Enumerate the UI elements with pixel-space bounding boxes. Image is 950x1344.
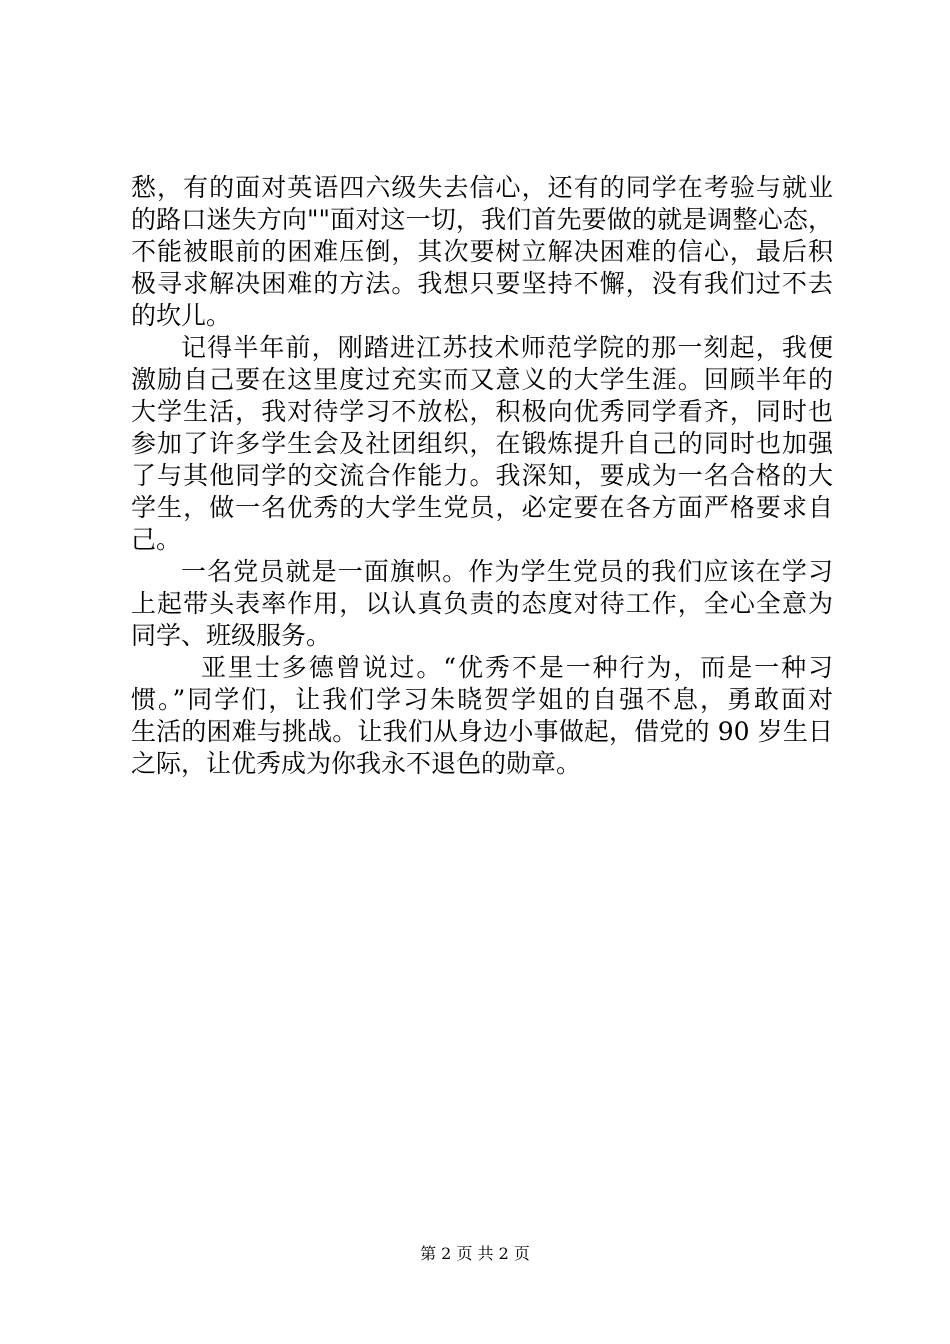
text-line: 的路口迷失方向""面对这一切，我们首先要做的就是调整心态，	[131, 205, 833, 234]
document-body	[131, 172, 833, 780]
text-line: 一名党员就是一面旗帜。作为学生党员的我们应该在学习	[181, 557, 833, 586]
text-line: 不能被眼前的困难压倒，其次要树立解决困难的信心，最后积	[131, 237, 833, 266]
text-line: 己。	[131, 525, 182, 554]
paragraph-3	[131, 556, 833, 652]
text-line: 了与其他同学的交流合作能力。我深知，要成为一名合格的大	[131, 461, 833, 490]
text-line: 学生，做一名优秀的大学生党员，必定要在各方面严格要求自	[131, 493, 833, 522]
paragraph-2	[131, 332, 833, 556]
text-line: 愁，有的面对英语四六级失去信心，还有的同学在考验与就业	[131, 173, 833, 202]
text-line: 惯。”同学们，让我们学习朱晓贺学姐的自强不息，勇敢面对	[131, 685, 833, 714]
text-line: 之际，让优秀成为你我永不退色的勋章。	[131, 749, 582, 778]
text-line: 的坎儿。	[131, 301, 232, 330]
text-line: 同学、班级服务。	[131, 621, 332, 650]
text-line: 参加了许多学生会及社团组织，在锻炼提升自己的同时也加强	[131, 429, 833, 458]
page-number-footer: 第 2 页 共 2 页	[420, 1244, 530, 1263]
text-line: 生活的困难与挑战。让我们从身边小事做起，借党的 90 岁生日	[131, 717, 833, 746]
text-line: 上起带头表率作用，以认真负责的态度对待工作，全心全意为	[131, 589, 833, 618]
text-line: 记得半年前，刚踏进江苏技术师范学院的那一刻起，我便	[181, 333, 833, 362]
paragraph-1	[131, 172, 833, 332]
paragraph-4	[131, 652, 833, 780]
text-line: 大学生活，我对待学习不放松，积极向优秀同学看齐，同时也	[131, 397, 833, 426]
text-line: 极寻求解决困难的方法。我想只要坚持不懈，没有我们过不去	[131, 269, 833, 298]
text-line: 激励自己要在这里度过充实而又意义的大学生涯。回顾半年的	[131, 365, 833, 394]
text-line: 亚里士多德曾说过。“优秀不是一种行为，而是一种习	[201, 653, 833, 682]
